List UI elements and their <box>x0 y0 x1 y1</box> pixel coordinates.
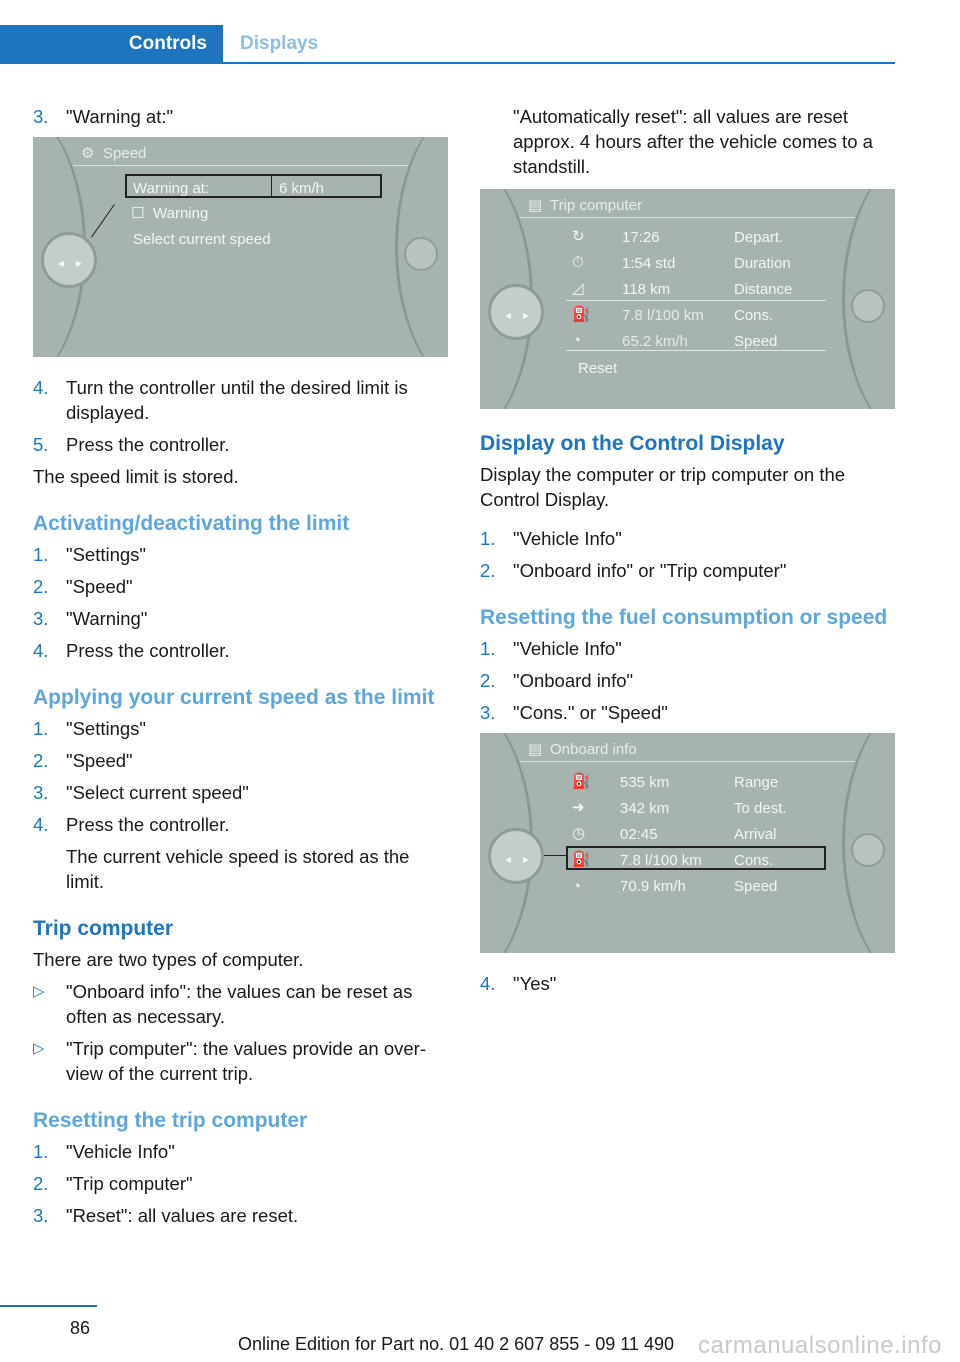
trip-value: 7.8 l/100 km <box>622 307 704 324</box>
speedometer-icon: ◔ <box>572 878 582 895</box>
list-item <box>33 606 448 631</box>
step-number: 4. <box>480 973 496 994</box>
list-item <box>33 1171 448 1196</box>
trip-label: Speed <box>734 333 778 350</box>
reset-option: Reset <box>578 360 618 377</box>
departure-icon: ↻ <box>572 228 585 245</box>
step-text: Press the controller. <box>66 814 230 835</box>
trip-value: 1:54 std <box>622 255 676 272</box>
heading-trip-computer: Trip computer <box>33 917 174 940</box>
bullet-item <box>33 1036 448 1086</box>
watermark: carmanualsonline.info <box>698 1332 942 1359</box>
step-number: 2. <box>33 1173 49 1194</box>
bullet-text: "Trip computer": the values provide an over‐view of the current trip. <box>66 1038 427 1084</box>
select-current-speed-option: Select current speed <box>133 231 271 248</box>
edition-text: Online Edition for Part no. 01 40 2 607 855 - 09 11 490 <box>238 1334 674 1354</box>
step-number: 3. <box>480 702 496 723</box>
trip-label: Duration <box>734 255 791 272</box>
step-text: Press the controller. <box>66 640 230 661</box>
step-text: "Vehicle Info" <box>513 528 622 549</box>
screen-title: Onboard info <box>550 741 637 758</box>
step-number: 1. <box>33 1141 49 1162</box>
fuel-pump-icon: ⛽ <box>572 306 591 323</box>
divider <box>520 761 855 762</box>
paragraph: There are two types of computer. <box>33 949 304 970</box>
menu-button-icon <box>851 833 885 867</box>
trip-computer-screen <box>480 189 895 409</box>
onboard-info-screen <box>480 733 895 953</box>
step-text: "Speed" <box>66 750 133 771</box>
list-item <box>480 526 895 551</box>
trip-computer-icon: ▤ <box>528 741 543 758</box>
trip-computer-icon: ▤ <box>528 197 543 214</box>
onboard-value: 70.9 km/h <box>620 878 686 895</box>
step-text: "Cons." or "Speed" <box>513 702 668 723</box>
list-item <box>33 748 448 773</box>
step-number: 2. <box>33 750 49 771</box>
section-tabbar <box>0 25 895 64</box>
list-item <box>33 812 448 837</box>
triangle-bullet-icon: ▷ <box>33 1040 45 1057</box>
stopwatch-icon: ⏱ <box>572 254 584 271</box>
onboard-label: Range <box>734 774 779 791</box>
tab-controls[interactable]: Controls <box>0 25 223 62</box>
list-item <box>33 375 448 425</box>
list-item <box>480 700 895 725</box>
onboard-label: Arrival <box>734 826 777 843</box>
step-number: 2. <box>33 576 49 597</box>
controller-knob-icon: ◂ ▸ <box>488 284 544 340</box>
step-number: 1. <box>480 638 496 659</box>
list-item <box>33 432 448 457</box>
warning-at-label: Warning at: <box>133 180 210 197</box>
divider <box>566 300 826 301</box>
bullet-text: "Onboard info": the values can be reset as often as necessary. <box>66 981 413 1027</box>
step-text: "Warning" <box>66 608 148 629</box>
step-text: "Settings" <box>66 718 146 739</box>
heading-applying-current-speed: Applying your current speed as the limit <box>33 686 435 709</box>
step-text: "Reset": all values are reset. <box>66 1205 299 1226</box>
list-item <box>33 716 448 741</box>
heading-resetting-trip-computer: Resetting the trip computer <box>33 1109 308 1132</box>
divider <box>566 350 826 351</box>
list-item <box>33 1139 448 1164</box>
step-note: The current vehicle speed is stored as the limit. <box>66 846 410 892</box>
step-number: 3. <box>33 782 49 803</box>
menu-button-icon <box>851 289 885 323</box>
trip-value: 118 km <box>622 281 671 298</box>
pointer-line <box>91 204 115 237</box>
step-number: 1. <box>33 544 49 565</box>
menu-button-icon <box>404 237 438 271</box>
step-number: 3. <box>33 608 49 629</box>
range-fuel-icon: ⛽ <box>572 773 591 790</box>
warning-option: Warning <box>153 205 209 222</box>
arrival-clock-icon: ◷ <box>572 825 586 842</box>
trip-label: Cons. <box>734 307 774 324</box>
settings-gear-icon: ⚙ <box>81 145 95 162</box>
step-number: 1. <box>33 718 49 739</box>
screen-title: Trip computer <box>550 197 642 214</box>
divider <box>73 165 408 166</box>
paragraph: The speed limit is stored. <box>33 466 239 487</box>
step-number: 3. <box>33 1205 49 1226</box>
bullet-item <box>33 979 448 1029</box>
page-number: 86 <box>70 1318 91 1338</box>
step-text: "Onboard info" <box>513 670 634 691</box>
trip-value: 65.2 km/h <box>622 333 688 350</box>
onboard-label: Cons. <box>734 852 774 869</box>
checkbox-icon: ☐ <box>131 205 145 222</box>
step-number: 5. <box>33 434 49 455</box>
auto-reset-note: "Automatically reset": all values are reset approx. 4 hours after the vehicle comes to a standstill. <box>513 106 873 177</box>
step-number: 3. <box>33 106 49 127</box>
left-column <box>33 104 448 1235</box>
list-item <box>33 780 448 805</box>
onboard-value: 342 km <box>620 800 670 817</box>
step-number: 2. <box>480 670 496 691</box>
step-number: 1. <box>480 528 496 549</box>
trip-label: Depart. <box>734 229 784 246</box>
step-number: 2. <box>480 560 496 581</box>
onboard-value: 535 km <box>620 774 670 791</box>
controller-knob-icon: ◂ ▸ <box>41 232 97 288</box>
heading-activating-limit: Activating/deactivating the limit <box>33 512 350 535</box>
step-text: "Vehicle Info" <box>513 638 622 659</box>
fuel-pump-icon: ⛽ <box>572 851 591 868</box>
trip-label: Distance <box>734 281 793 298</box>
step-text: "Onboard info" or "Trip computer" <box>513 560 787 581</box>
step-number: 4. <box>33 814 49 835</box>
step-text: "Speed" <box>66 576 133 597</box>
paragraph: Display the computer or trip computer on the Control Display. <box>480 464 846 510</box>
screen-title: Speed <box>103 145 147 162</box>
triangle-bullet-icon: ▷ <box>33 983 45 1000</box>
step-text: "Settings" <box>66 544 146 565</box>
list-item <box>33 542 448 567</box>
speedometer-icon: ◔ <box>572 332 582 349</box>
onboard-label: To dest. <box>734 800 787 817</box>
destination-arrow-icon: ➜ <box>572 799 585 816</box>
right-column <box>480 104 895 1003</box>
step-text: "Select current speed" <box>66 782 249 803</box>
step-number: 4. <box>33 377 49 398</box>
onboard-label: Speed <box>734 878 778 895</box>
divider <box>520 217 855 218</box>
list-item <box>480 668 895 693</box>
list-item <box>33 104 448 129</box>
list-item <box>480 558 895 583</box>
onboard-value: 7.8 l/100 km <box>620 852 702 869</box>
step-text: Press the controller. <box>66 434 230 455</box>
tab-displays[interactable]: Displays <box>240 33 319 54</box>
trip-value: 17:26 <box>622 229 660 246</box>
heading-display-control-display: Display on the Control Display <box>480 432 785 455</box>
heading-resetting-consumption: Resetting the fuel consumption or speed <box>480 606 888 629</box>
list-item <box>33 1203 448 1228</box>
controller-knob-icon: ◂ ▸ <box>488 828 544 884</box>
speed-warning-screen <box>33 137 448 357</box>
step-text: "Yes" <box>513 973 557 994</box>
list-item <box>33 574 448 599</box>
step-text: "Trip computer" <box>66 1173 193 1194</box>
list-item <box>33 638 448 663</box>
distance-icon: ◿ <box>572 280 584 297</box>
step-text: Turn the controller until the desired limit is displayed. <box>66 377 408 423</box>
footer-rule <box>0 1305 97 1307</box>
list-item <box>480 971 895 996</box>
step-text: "Vehicle Info" <box>66 1141 175 1162</box>
step-number: 4. <box>33 640 49 661</box>
list-item <box>480 636 895 661</box>
onboard-value: 02:45 <box>620 826 658 843</box>
warning-at-value: 6 km/h <box>279 180 325 197</box>
step-text: "Warning at:" <box>66 106 174 127</box>
divider <box>271 174 272 196</box>
